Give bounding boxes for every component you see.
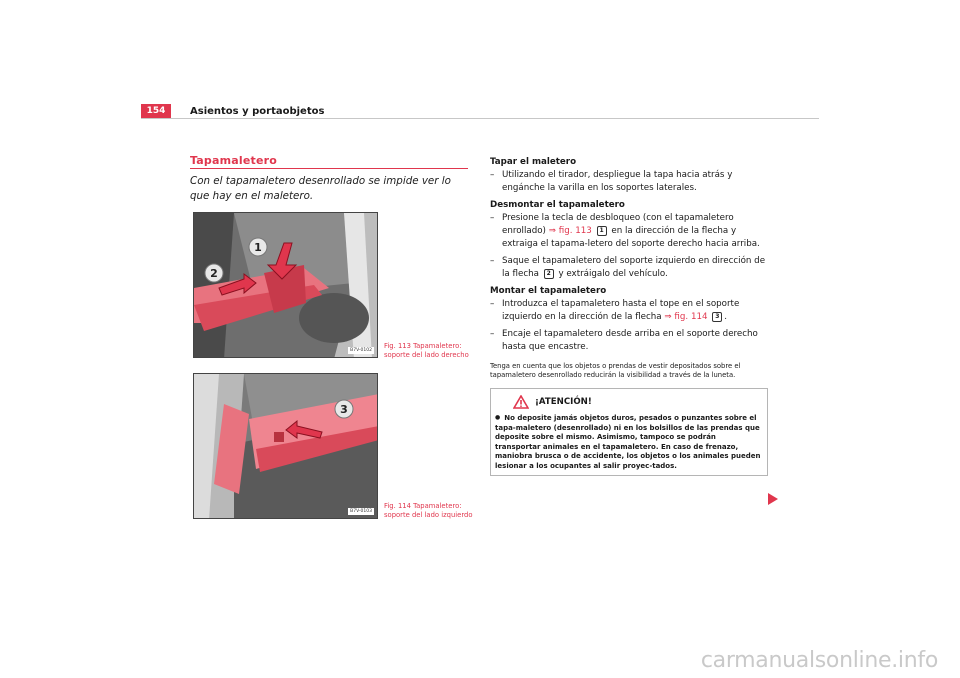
callout-3: 3 <box>340 403 348 416</box>
desmontar-step-2-text-a: Saque el tapamaletero del soporte izquierdo en dirección de la flecha <box>502 256 766 279</box>
montar-step-1 <box>490 298 768 324</box>
callout-1: 1 <box>254 241 262 254</box>
instructions-column <box>490 154 768 476</box>
figure-114-caption-line2: soporte del lado izquierdo <box>384 510 473 519</box>
chapter-title: Asientos y portaobjetos <box>190 106 325 117</box>
section-intro: Con el tapamaletero desenrollado se impide ver lo que hay en el maletero. <box>190 175 451 202</box>
callout-2: 2 <box>210 267 218 280</box>
desmontar-step-2-text-b: y extráigalo del vehículo. <box>558 269 668 279</box>
montar-step-2: – Encaje el tapamaletero desde arriba en el soporte derecho hasta que encastre. <box>490 328 768 354</box>
callout-badge-3: 3 <box>712 312 722 322</box>
figure-113-illustration <box>194 213 378 358</box>
desmontar-step-1-text-a: Presione la tecla de desbloqueo (con el tapamaletero enrollado) <box>502 213 734 236</box>
warning-body-text: No deposite jamás objetos duros, pesados o punzantes sobre el tapa-maletero (desenrollado) ni en los bolsillos de las prendas que deposite sobre el mismo. Asimismo, tampoco se podrán transportar animales en el tapamaletero. En caso de frenazo, maniobra brusca o de accidente, los objetos o los animales pueden lesionar a los ocupantes al salir proyec-tados. <box>495 414 761 470</box>
section-title: Tapamaletero <box>190 154 278 167</box>
figure-114-code: B7V-0103 <box>350 509 372 514</box>
montar-step-1-text-a: Introduzca el tapamaletero hasta el tope en el soporte izquierdo en la dirección de la flecha <box>502 299 740 322</box>
warning-header <box>513 395 763 409</box>
montar-heading: Montar el tapamaletero <box>490 286 607 296</box>
fig-114-link[interactable]: ⇒ fig. 114 <box>664 312 708 322</box>
figure-114-illustration <box>194 374 378 519</box>
figure-114-caption-line1: Fig. 114 Tapamaletero: <box>384 502 462 510</box>
figure-113-caption-line1: Fig. 113 Tapamaletero: <box>384 342 462 350</box>
warning-text <box>495 413 763 471</box>
figure-113-code: B7V-0102 <box>350 348 372 353</box>
figure-114-caption <box>384 502 474 519</box>
desmontar-step-1-text-b: en la dirección de la flecha y extraiga el tapama-letero del soporte derecho hacia arriba. <box>502 226 760 249</box>
callout-badge-2: 2 <box>544 269 554 279</box>
tapar-step: – Utilizando el tirador, despliegue la tapa hacia atrás y engánche la varilla en los soportes laterales. <box>490 169 768 195</box>
callout-badge-1: 1 <box>597 226 607 236</box>
figure-113-caption-line2: soporte del lado derecho <box>384 350 469 359</box>
warning-box <box>490 388 768 476</box>
figure-113-image <box>193 212 378 358</box>
visibility-note: Tenga en cuenta que los objetos o prendas de vestir depositados sobre el tapamaletero desenrollado reducirán la visibilidad a través de la luneta. <box>490 362 741 379</box>
desmontar-step-1 <box>490 212 768 251</box>
figure-114-image <box>193 373 378 519</box>
desmontar-step-2 <box>490 255 768 281</box>
continue-arrow-icon <box>768 493 778 505</box>
warning-title: ¡ATENCIÓN! <box>535 396 592 407</box>
fig-113-link[interactable]: ⇒ fig. 113 <box>548 226 592 236</box>
warning-bullet-icon <box>495 414 504 422</box>
montar-step-1-text-b: . <box>724 312 728 322</box>
section-divider <box>190 168 468 169</box>
desmontar-heading: Desmontar el tapamaletero <box>490 200 625 210</box>
page-number: 154 <box>141 104 171 119</box>
tapar-heading: Tapar el maletero <box>490 157 577 167</box>
figure-113-caption <box>384 342 474 359</box>
warning-triangle-icon <box>513 395 529 409</box>
header-divider <box>141 118 819 119</box>
watermark: carmanualsonline.info <box>700 648 938 673</box>
